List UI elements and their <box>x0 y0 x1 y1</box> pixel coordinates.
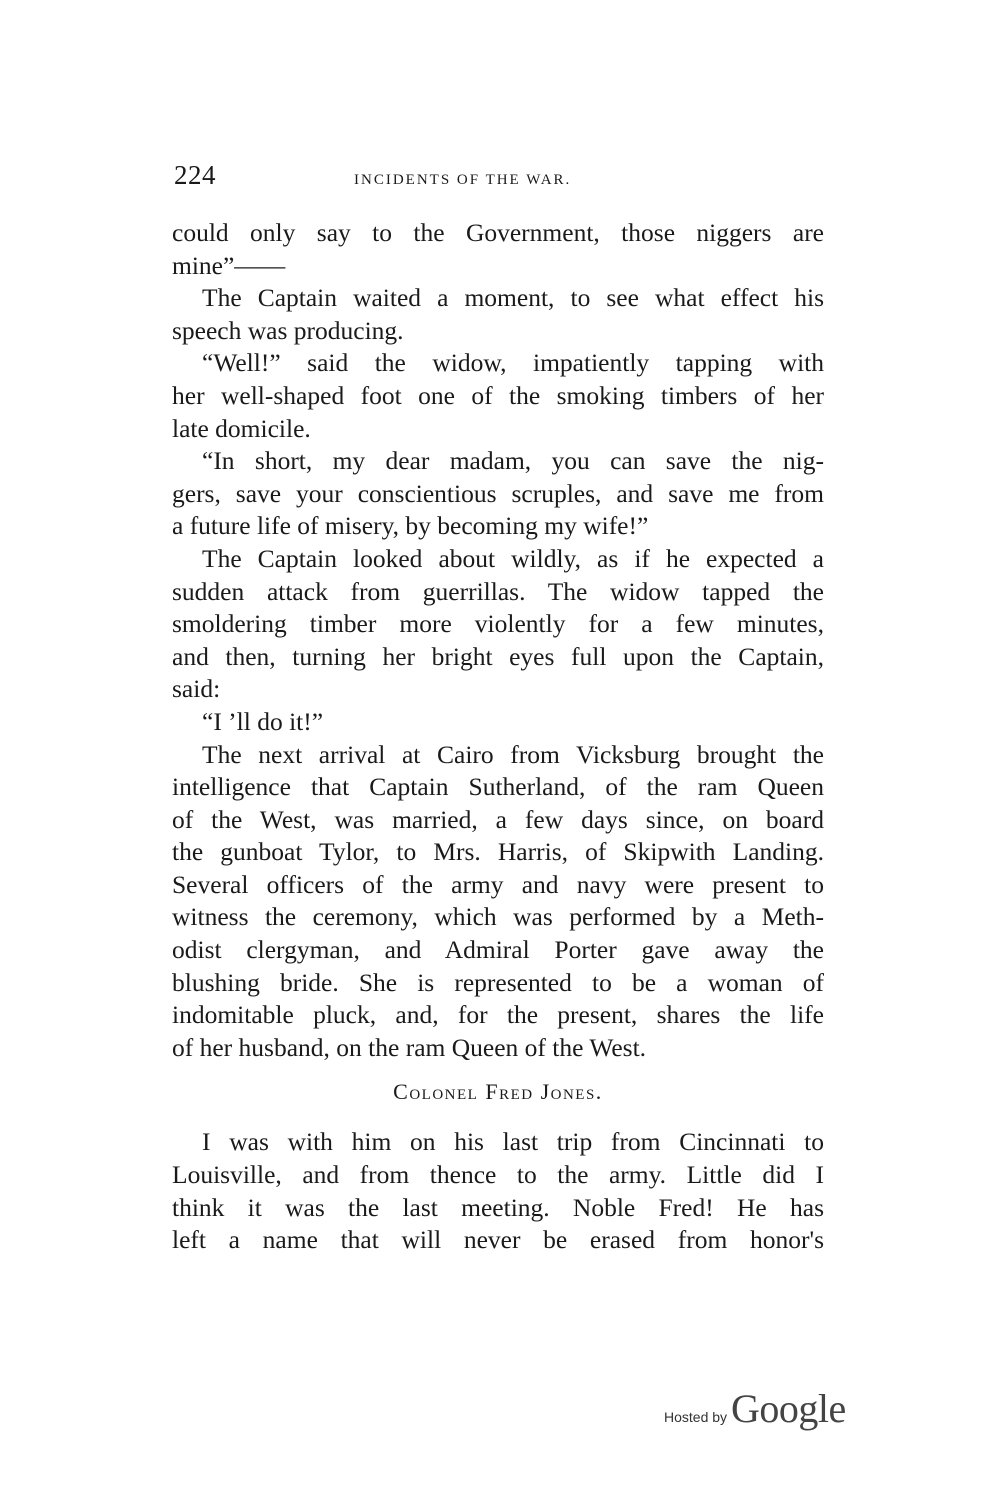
google-logo: Google <box>731 1386 846 1431</box>
text-line: The Captain waited a moment, to see what effect his <box>202 283 824 313</box>
text-line: “Well!” said the widow, impatiently tapping with <box>202 348 824 378</box>
text-line: blushing bride. She is represented to be a woman of <box>172 967 824 997</box>
text-line: The Captain looked about wildly, as if he expected a <box>202 543 824 573</box>
text-line: “In short, my dear madam, you can save the nig- <box>202 446 824 476</box>
text-line: odist clergyman, and Admiral Porter gave away the <box>172 935 824 965</box>
text-line: mine”—— <box>172 250 286 280</box>
text-line: intelligence that Captain Sutherland, of the ram Queen <box>172 772 824 802</box>
text-line: her well-shaped foot one of the smoking timbers of her <box>172 380 824 410</box>
text-line: witness the ceremony, which was performed by a Meth- <box>172 902 824 932</box>
text-line: of the West, was married, a few days since, on board <box>172 804 824 834</box>
text-line: late domicile. <box>172 413 311 443</box>
running-head <box>174 160 826 196</box>
text-line: speech was producing. <box>172 315 404 345</box>
text-line: of her husband, on the ram Queen of the West. <box>172 1032 647 1062</box>
section-heading: Colonel Fred Jones. <box>393 1079 603 1105</box>
text-line: I was with him on his last trip from Cincinnati to <box>202 1127 824 1157</box>
body-text <box>172 217 824 1257</box>
text-line: The next arrival at Cairo from Vicksburg brought the <box>202 739 824 769</box>
hosted-by-watermark <box>664 1385 846 1433</box>
text-line: the gunboat Tylor, to Mrs. Harris, of Skipwith Landing. <box>172 837 824 867</box>
text-line: think it was the last meeting. Noble Fred! He has <box>172 1192 824 1222</box>
text-line: could only say to the Government, those niggers are <box>172 218 824 247</box>
text-line: “I ’ll do it!” <box>202 706 324 736</box>
text-line: indomitable pluck, and, for the present, shares the life <box>172 1000 824 1030</box>
text-line: said: <box>172 674 221 704</box>
text-line: Several officers of the army and navy were present to <box>172 869 824 899</box>
text-line: and then, turning her bright eyes full upon the Captain, <box>172 641 824 671</box>
text-line: sudden attack from guerrillas. The widow tapped the <box>172 576 824 606</box>
text-line: gers, save your conscientious scruples, and save me from <box>172 478 824 508</box>
text-line: smoldering timber more violently for a few minutes, <box>172 609 824 639</box>
text-line: a future life of misery, by becoming my wife!” <box>172 511 649 541</box>
hosted-by-label: Hosted by <box>664 1409 728 1425</box>
running-title: INCIDENTS OF THE WAR. <box>354 172 572 188</box>
text-line: Louisville, and from thence to the army. Little did I <box>172 1160 824 1190</box>
text-line: left a name that will never be erased from honor's <box>172 1225 824 1255</box>
page-number: 224 <box>174 160 216 190</box>
